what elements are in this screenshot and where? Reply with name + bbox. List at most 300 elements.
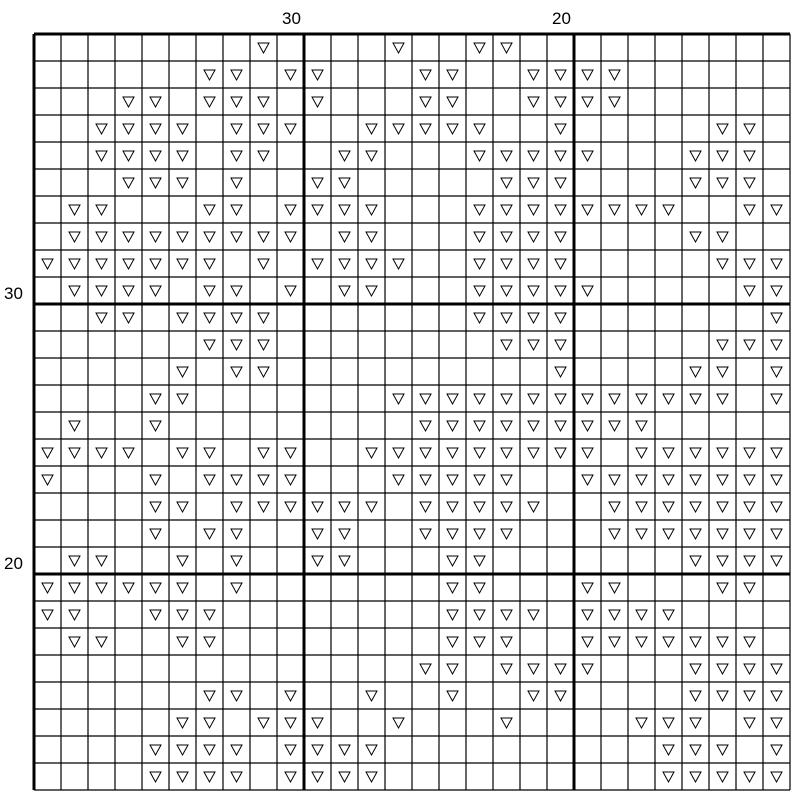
triangle-down-icon xyxy=(501,313,512,323)
triangle-down-icon xyxy=(258,718,269,728)
triangle-down-icon xyxy=(474,475,485,485)
triangle-down-icon xyxy=(555,664,566,674)
triangle-down-icon xyxy=(501,529,512,539)
triangle-down-icon xyxy=(555,394,566,404)
triangle-down-icon xyxy=(528,664,539,674)
triangle-down-icon xyxy=(231,583,242,593)
triangle-down-icon xyxy=(420,70,431,80)
triangle-down-icon xyxy=(96,583,107,593)
triangle-down-icon xyxy=(690,637,701,647)
triangle-down-icon xyxy=(474,502,485,512)
triangle-down-icon xyxy=(636,610,647,620)
triangle-down-icon xyxy=(690,151,701,161)
triangle-down-icon xyxy=(474,286,485,296)
triangle-down-icon xyxy=(717,772,728,782)
triangle-down-icon xyxy=(744,178,755,188)
triangle-down-icon xyxy=(150,421,161,431)
triangle-down-icon xyxy=(447,70,458,80)
triangle-down-icon xyxy=(312,97,323,107)
triangle-down-icon xyxy=(231,529,242,539)
triangle-down-icon xyxy=(177,232,188,242)
triangle-down-icon xyxy=(447,394,458,404)
triangle-down-icon xyxy=(528,502,539,512)
triangle-down-icon xyxy=(609,70,620,80)
triangle-down-icon xyxy=(96,556,107,566)
triangle-down-icon xyxy=(231,124,242,134)
triangle-down-icon xyxy=(447,583,458,593)
triangle-down-icon xyxy=(204,70,215,80)
triangle-down-icon xyxy=(177,367,188,377)
triangle-down-icon xyxy=(609,421,620,431)
triangle-down-icon xyxy=(285,718,296,728)
triangle-down-icon xyxy=(420,421,431,431)
triangle-down-icon xyxy=(690,718,701,728)
triangle-down-icon xyxy=(474,529,485,539)
triangle-down-icon xyxy=(744,772,755,782)
triangle-down-icon xyxy=(447,529,458,539)
triangle-down-icon xyxy=(258,475,269,485)
triangle-down-icon xyxy=(96,232,107,242)
triangle-down-icon xyxy=(393,394,404,404)
triangle-down-icon xyxy=(717,475,728,485)
triangle-down-icon xyxy=(96,448,107,458)
triangle-down-icon xyxy=(744,718,755,728)
triangle-down-icon xyxy=(744,637,755,647)
triangle-down-icon xyxy=(501,475,512,485)
triangle-down-icon xyxy=(690,502,701,512)
triangle-down-icon xyxy=(177,448,188,458)
triangle-down-icon xyxy=(501,259,512,269)
triangle-down-icon xyxy=(744,124,755,134)
triangle-down-icon xyxy=(285,70,296,80)
triangle-down-icon xyxy=(771,448,782,458)
triangle-down-icon xyxy=(366,745,377,755)
triangle-down-icon xyxy=(717,529,728,539)
triangle-down-icon xyxy=(177,151,188,161)
triangle-down-icon xyxy=(123,448,134,458)
triangle-down-icon xyxy=(744,502,755,512)
triangle-down-icon xyxy=(366,448,377,458)
triangle-down-icon xyxy=(555,448,566,458)
triangle-down-icon xyxy=(204,232,215,242)
triangle-down-icon xyxy=(285,124,296,134)
triangle-down-icon xyxy=(501,448,512,458)
triangle-down-icon xyxy=(555,97,566,107)
triangle-down-icon xyxy=(285,286,296,296)
triangle-down-icon xyxy=(339,232,350,242)
triangle-down-icon xyxy=(690,367,701,377)
triangle-down-icon xyxy=(312,718,323,728)
triangle-down-icon xyxy=(501,178,512,188)
triangle-down-icon xyxy=(339,205,350,215)
triangle-down-icon xyxy=(501,232,512,242)
triangle-down-icon xyxy=(69,583,80,593)
triangle-down-icon xyxy=(663,529,674,539)
triangle-down-icon xyxy=(744,151,755,161)
triangle-down-icon xyxy=(366,772,377,782)
triangle-down-icon xyxy=(528,448,539,458)
triangle-down-icon xyxy=(501,421,512,431)
triangle-down-icon xyxy=(771,745,782,755)
triangle-down-icon xyxy=(555,313,566,323)
triangle-down-icon xyxy=(717,664,728,674)
triangle-down-icon xyxy=(69,637,80,647)
triangle-down-icon xyxy=(744,529,755,539)
triangle-down-icon xyxy=(582,448,593,458)
triangle-down-icon xyxy=(636,718,647,728)
triangle-down-icon xyxy=(717,583,728,593)
triangle-down-icon xyxy=(312,70,323,80)
triangle-down-icon xyxy=(501,340,512,350)
triangle-down-icon xyxy=(663,448,674,458)
triangle-down-icon xyxy=(474,259,485,269)
triangle-down-icon xyxy=(501,502,512,512)
triangle-down-icon xyxy=(177,502,188,512)
triangle-down-icon xyxy=(501,718,512,728)
triangle-down-icon xyxy=(744,205,755,215)
triangle-down-icon xyxy=(96,151,107,161)
triangle-down-icon xyxy=(555,205,566,215)
triangle-down-icon xyxy=(150,286,161,296)
triangle-down-icon xyxy=(393,259,404,269)
triangle-down-icon xyxy=(771,529,782,539)
triangle-down-icon xyxy=(474,43,485,53)
triangle-down-icon xyxy=(312,205,323,215)
triangle-down-icon xyxy=(474,556,485,566)
triangle-down-icon xyxy=(528,610,539,620)
triangle-down-icon xyxy=(285,232,296,242)
triangle-down-icon xyxy=(744,691,755,701)
triangle-down-icon xyxy=(339,772,350,782)
triangle-down-icon xyxy=(231,70,242,80)
triangle-down-icon xyxy=(339,178,350,188)
triangle-down-icon xyxy=(474,313,485,323)
triangle-down-icon xyxy=(717,448,728,458)
triangle-down-icon xyxy=(258,232,269,242)
triangle-down-icon xyxy=(501,610,512,620)
triangle-down-icon xyxy=(393,124,404,134)
triangle-down-icon xyxy=(204,97,215,107)
triangle-down-icon xyxy=(150,178,161,188)
triangle-down-icon xyxy=(690,745,701,755)
triangle-down-icon xyxy=(771,259,782,269)
triangle-down-icon xyxy=(582,205,593,215)
triangle-down-icon xyxy=(258,43,269,53)
triangle-down-icon xyxy=(582,637,593,647)
triangle-down-icon xyxy=(69,421,80,431)
triangle-down-icon xyxy=(150,394,161,404)
triangle-down-icon xyxy=(771,502,782,512)
triangle-down-icon xyxy=(582,394,593,404)
triangle-down-icon xyxy=(258,367,269,377)
triangle-down-icon xyxy=(609,502,620,512)
triangle-down-icon xyxy=(609,637,620,647)
triangle-down-icon xyxy=(582,151,593,161)
triangle-down-icon xyxy=(609,205,620,215)
triangle-down-icon xyxy=(393,43,404,53)
triangle-down-icon xyxy=(123,313,134,323)
triangle-down-icon xyxy=(312,178,323,188)
triangle-down-icon xyxy=(447,475,458,485)
triangle-down-icon xyxy=(771,313,782,323)
triangle-down-icon xyxy=(771,340,782,350)
triangle-down-icon xyxy=(663,205,674,215)
triangle-down-icon xyxy=(366,502,377,512)
thin-grid-lines xyxy=(34,34,790,790)
triangle-down-icon xyxy=(501,664,512,674)
triangle-down-icon xyxy=(528,340,539,350)
triangle-down-icon xyxy=(474,610,485,620)
triangle-down-icon xyxy=(447,610,458,620)
triangle-down-icon xyxy=(717,745,728,755)
triangle-down-icon xyxy=(447,691,458,701)
triangle-down-icon xyxy=(528,691,539,701)
triangle-down-icon xyxy=(555,340,566,350)
triangle-down-icon xyxy=(231,340,242,350)
triangle-down-icon xyxy=(663,475,674,485)
triangle-down-icon xyxy=(69,259,80,269)
triangle-down-icon xyxy=(501,286,512,296)
triangle-down-icon xyxy=(177,394,188,404)
triangle-down-icon xyxy=(204,340,215,350)
triangle-down-icon xyxy=(177,637,188,647)
triangle-down-icon xyxy=(555,70,566,80)
triangle-down-icon xyxy=(690,529,701,539)
triangle-down-icon xyxy=(150,232,161,242)
triangle-down-icon xyxy=(366,205,377,215)
triangle-down-icon xyxy=(204,772,215,782)
triangle-down-icon xyxy=(285,475,296,485)
triangle-down-icon xyxy=(177,556,188,566)
triangle-down-icon xyxy=(42,259,53,269)
triangle-down-icon xyxy=(609,394,620,404)
triangle-down-icon xyxy=(528,178,539,188)
triangle-down-icon xyxy=(582,664,593,674)
triangle-down-icon xyxy=(690,475,701,485)
triangle-down-icon xyxy=(231,502,242,512)
triangle-down-icon xyxy=(231,232,242,242)
triangle-down-icon xyxy=(96,205,107,215)
triangle-down-icon xyxy=(447,664,458,674)
triangle-down-icon xyxy=(582,583,593,593)
triangle-down-icon xyxy=(123,259,134,269)
triangle-down-icon xyxy=(231,178,242,188)
triangle-down-icon xyxy=(231,556,242,566)
triangle-down-icon xyxy=(420,124,431,134)
triangle-down-icon xyxy=(717,502,728,512)
triangle-down-icon xyxy=(312,259,323,269)
triangle-down-icon xyxy=(420,664,431,674)
triangle-down-icon xyxy=(150,583,161,593)
triangle-down-icon xyxy=(690,232,701,242)
triangle-down-icon xyxy=(123,286,134,296)
triangle-down-icon xyxy=(420,529,431,539)
triangle-down-icon xyxy=(717,151,728,161)
triangle-down-icon xyxy=(231,475,242,485)
triangle-down-icon xyxy=(663,610,674,620)
triangle-down-icon xyxy=(501,43,512,53)
triangle-down-icon xyxy=(717,691,728,701)
triangle-down-icon xyxy=(555,178,566,188)
triangle-down-icon xyxy=(69,556,80,566)
triangle-down-icon xyxy=(393,448,404,458)
triangle-down-icon xyxy=(717,124,728,134)
triangle-down-icon xyxy=(636,637,647,647)
triangle-down-icon xyxy=(420,97,431,107)
triangle-down-icon xyxy=(528,286,539,296)
triangle-down-icon xyxy=(150,151,161,161)
triangle-down-icon xyxy=(690,691,701,701)
triangle-down-icon xyxy=(258,151,269,161)
triangle-down-icon xyxy=(609,475,620,485)
triangle-down-icon xyxy=(420,448,431,458)
triangle-down-icon xyxy=(177,178,188,188)
triangle-down-icon xyxy=(663,718,674,728)
triangle-down-icon xyxy=(474,448,485,458)
triangle-down-icon xyxy=(771,691,782,701)
triangle-down-icon xyxy=(96,286,107,296)
triangle-down-icon xyxy=(447,97,458,107)
triangle-down-icon xyxy=(474,394,485,404)
triangle-down-icon xyxy=(258,124,269,134)
triangle-down-icon xyxy=(744,340,755,350)
triangle-down-icon xyxy=(204,610,215,620)
triangle-down-icon xyxy=(717,259,728,269)
triangle-down-icon xyxy=(204,286,215,296)
triangle-down-icon xyxy=(177,313,188,323)
triangle-down-icon xyxy=(582,610,593,620)
triangle-down-icon xyxy=(528,151,539,161)
triangle-down-icon xyxy=(285,745,296,755)
triangle-down-icon xyxy=(204,745,215,755)
triangle-down-icon xyxy=(339,529,350,539)
triangle-down-icon xyxy=(258,259,269,269)
row-number-label: 30 xyxy=(4,284,23,303)
triangle-down-icon xyxy=(177,259,188,269)
triangle-down-icon xyxy=(717,637,728,647)
triangle-down-icon xyxy=(744,583,755,593)
triangle-down-icon xyxy=(690,394,701,404)
triangle-down-icon xyxy=(555,367,566,377)
triangle-down-icon xyxy=(42,610,53,620)
triangle-down-icon xyxy=(582,70,593,80)
triangle-down-icon xyxy=(447,637,458,647)
triangle-down-icon xyxy=(312,772,323,782)
triangle-down-icon xyxy=(96,259,107,269)
triangle-down-icon xyxy=(285,205,296,215)
triangle-down-icon xyxy=(69,232,80,242)
triangle-down-icon xyxy=(96,313,107,323)
triangle-down-icon xyxy=(366,232,377,242)
triangle-down-icon xyxy=(528,421,539,431)
triangle-down-icon xyxy=(663,772,674,782)
triangle-down-icon xyxy=(258,97,269,107)
triangle-down-icon xyxy=(636,421,647,431)
triangle-down-icon xyxy=(258,448,269,458)
triangle-down-icon xyxy=(771,664,782,674)
triangle-down-icon xyxy=(339,556,350,566)
triangle-down-icon xyxy=(771,205,782,215)
triangle-down-icon xyxy=(447,448,458,458)
triangle-down-icon xyxy=(555,232,566,242)
triangle-down-icon xyxy=(258,502,269,512)
triangle-down-icon xyxy=(177,718,188,728)
triangle-down-icon xyxy=(582,475,593,485)
triangle-down-icon xyxy=(501,394,512,404)
triangle-down-icon xyxy=(528,97,539,107)
triangle-down-icon xyxy=(501,151,512,161)
triangle-down-icon xyxy=(69,610,80,620)
triangle-down-icon xyxy=(312,745,323,755)
triangle-down-icon xyxy=(150,259,161,269)
triangle-down-icon xyxy=(555,259,566,269)
triangle-down-icon xyxy=(474,232,485,242)
triangle-down-icon xyxy=(42,475,53,485)
triangle-down-icon xyxy=(663,502,674,512)
triangle-down-icon xyxy=(285,772,296,782)
triangle-down-icon xyxy=(528,205,539,215)
triangle-down-icon xyxy=(636,529,647,539)
triangle-down-icon xyxy=(474,205,485,215)
triangle-down-icon xyxy=(42,583,53,593)
triangle-down-icon xyxy=(339,151,350,161)
triangle-down-icon xyxy=(231,691,242,701)
triangle-down-icon xyxy=(474,151,485,161)
triangle-down-icon xyxy=(474,124,485,134)
triangle-down-icon xyxy=(393,475,404,485)
triangle-down-icon xyxy=(609,610,620,620)
triangle-down-icon xyxy=(150,529,161,539)
triangle-down-icon xyxy=(717,340,728,350)
triangle-down-icon xyxy=(123,178,134,188)
triangle-down-icon xyxy=(123,124,134,134)
triangle-down-icon xyxy=(771,367,782,377)
triangle-down-icon xyxy=(771,286,782,296)
triangle-down-icon xyxy=(204,259,215,269)
triangle-down-icon xyxy=(447,124,458,134)
triangle-down-icon xyxy=(231,313,242,323)
triangle-down-icon xyxy=(528,313,539,323)
triangle-down-icon xyxy=(366,151,377,161)
triangle-down-icon xyxy=(717,394,728,404)
column-number-label: 30 xyxy=(282,9,301,28)
triangle-down-icon xyxy=(123,232,134,242)
triangle-down-icon xyxy=(285,502,296,512)
triangle-down-icon xyxy=(582,421,593,431)
triangle-down-icon xyxy=(231,286,242,296)
triangle-down-icon xyxy=(204,313,215,323)
triangle-down-icon xyxy=(231,367,242,377)
triangle-down-icon xyxy=(96,637,107,647)
triangle-down-icon xyxy=(204,475,215,485)
triangle-down-icon xyxy=(177,583,188,593)
triangle-down-icon xyxy=(636,394,647,404)
triangle-down-icon xyxy=(690,772,701,782)
triangle-down-icon xyxy=(771,475,782,485)
triangle-down-icon xyxy=(123,583,134,593)
triangle-down-icon xyxy=(204,448,215,458)
triangle-down-icon xyxy=(204,718,215,728)
triangle-down-icon xyxy=(744,475,755,485)
triangle-down-icon xyxy=(744,448,755,458)
triangle-down-icon xyxy=(420,475,431,485)
triangle-down-icon xyxy=(744,259,755,269)
triangle-down-icon xyxy=(690,664,701,674)
triangle-down-icon xyxy=(528,394,539,404)
triangle-down-icon xyxy=(717,232,728,242)
triangle-down-icon xyxy=(150,502,161,512)
triangle-down-icon xyxy=(447,502,458,512)
